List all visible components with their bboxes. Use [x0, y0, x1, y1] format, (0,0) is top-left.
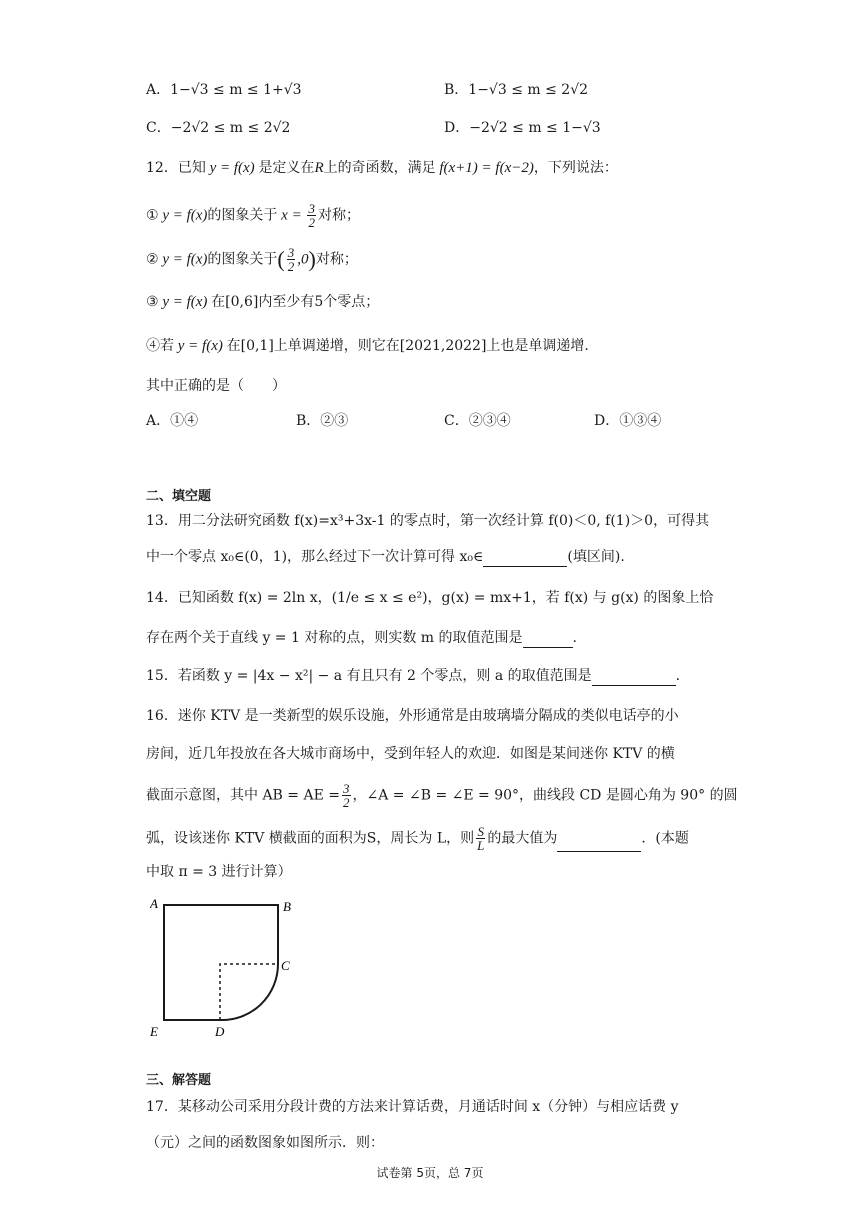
- q12-stem-end: ，下列说法：: [533, 160, 618, 176]
- q14-answer-blank[interactable]: [523, 633, 573, 648]
- q12-statement-4: [146, 336, 589, 356]
- q12-s3-prefix: ③: [146, 294, 159, 310]
- q11-option-b[interactable]: B．1−√3 ≤ m ≤ 2√2: [444, 82, 589, 98]
- q16-answer-blank[interactable]: [557, 837, 641, 852]
- q12-s2-end: 对称；: [315, 251, 358, 268]
- q12-s2-formula: y = f(x): [158, 251, 208, 268]
- q12-r: R: [314, 160, 324, 176]
- q16-line-4a: 弧，设该迷你 KTV 横截面的面积为S，周长为 L，则: [146, 830, 475, 847]
- q12-formula-y: y = f(x): [205, 160, 259, 176]
- q14-line-1: 14．已知函数 f(x) = 2ln x，(1/e ≤ x ≤ e²)，g(x) = mx+1，若 f(x) 与 g(x) 的图象上恰: [146, 590, 714, 606]
- q15-answer-blank[interactable]: [592, 671, 676, 686]
- q15-line: [146, 666, 680, 686]
- q11-option-a[interactable]: A．1−√3 ≤ m ≤ 1+√3: [146, 82, 302, 98]
- q16-line-2: 房间，近几年投放在各大城市商场中，受到年轻人的欢迎．如图是某间迷你 KTV 的横: [146, 746, 675, 762]
- q12-question: 其中正确的是（ ）: [146, 378, 286, 394]
- q12-statement-3: [146, 292, 379, 312]
- q11-option-d[interactable]: D．−2√2 ≤ m ≤ 1−√3: [444, 120, 601, 136]
- q12-option-b[interactable]: B．②③: [296, 413, 349, 429]
- label-e: E: [150, 1024, 158, 1039]
- q16-line-3b: ，∠A = ∠B = ∠E = 90°，曲线段 CD 是圆心角为 90° 的圆: [352, 787, 738, 804]
- q13-line-2a: 中一个零点 x₀∈(0，1)，那么经过下一次计算可得 x₀∈: [146, 549, 484, 565]
- q12-s2-fraction: $\frac{3}{2}$: [287, 245, 295, 274]
- q12-option-d[interactable]: D．①③④: [594, 413, 662, 429]
- q17-line-2: （元）之间的函数图象如图所示．则：: [146, 1135, 384, 1151]
- label-c: C: [281, 958, 290, 973]
- page-footer: 试卷第 5页，总 7页: [376, 1166, 484, 1180]
- q13-answer-blank[interactable]: [483, 552, 567, 567]
- q12-statement-2: [146, 246, 358, 273]
- q16-line-1: 16．迷你 KTV 是一类新型的娱乐设施，外形通常是由玻璃墙分隔成的类似电话亭的小: [146, 708, 679, 724]
- q17-line-1: 17．某移动公司采用分段计费的方法来计算话费，月通话时间 x（分钟）与相应话费 y: [146, 1099, 679, 1115]
- q16-line-5: 中取 π = 3 进行计算）: [146, 864, 292, 880]
- q16-line-4c: ．(本题: [641, 830, 689, 847]
- q16-line-3: [146, 782, 738, 809]
- q12-stem: [146, 158, 618, 178]
- q12-s2-prefix: ②: [146, 251, 159, 268]
- label-a: A: [150, 896, 158, 911]
- q14-line-2b: .: [572, 630, 577, 646]
- q12-statement-1: [146, 202, 360, 229]
- q12-stem-after-r: 上的奇函数，满足: [323, 160, 436, 176]
- q15-line-b: .: [675, 668, 681, 684]
- q12-s1-formula: y = f(x): [158, 207, 208, 224]
- q16-line-4b: 的最大值为: [487, 830, 558, 847]
- label-b: B: [283, 899, 291, 914]
- q14-line-2: [146, 628, 577, 648]
- q12-s2-paren-close: ): [308, 246, 316, 272]
- q16-line-4: [146, 825, 689, 852]
- q12-s2-zero: ,0: [297, 251, 309, 268]
- q12-s1-end: 对称；: [317, 207, 360, 224]
- q16-fraction-s-l: $\frac{S}{L}$: [477, 824, 485, 853]
- q13-line-2b: (填区间).: [567, 549, 625, 565]
- q16-fraction-3-2: $\frac{3}{2}$: [343, 781, 350, 810]
- q16-line-3a: 截面示意图，其中 AB = AE =: [146, 787, 340, 804]
- section-fill-in-heading: 二、填空题: [146, 489, 212, 504]
- q13-line-2: [146, 547, 625, 567]
- q12-s2-mid: 的图象关于: [207, 251, 278, 268]
- section-answer-heading: 三、解答题: [146, 1073, 212, 1088]
- q11-option-c[interactable]: C．−2√2 ≤ m ≤ 2√2: [146, 120, 291, 136]
- ktv-cross-section-figure: [150, 890, 300, 1040]
- q14-line-2a: 存在两个关于直线 y = 1 对称的点，则实数 m 的取值范围是: [146, 630, 523, 646]
- q12-s4-mid: 在[0,1]上单调递增，则它在[2021,2022]上也是单调递增.: [226, 338, 589, 354]
- q12-formula-periodic: f(x+1) = f(x−2): [435, 160, 534, 176]
- label-d: D: [215, 1024, 225, 1039]
- q12-s4-formula: y = f(x): [174, 338, 227, 354]
- q13-line-1: 13．用二分法研究函数 f(x)=x³+3x-1 的零点时，第一次经计算 f(0)＜0, f(1)＞0，可得其: [146, 513, 710, 529]
- q12-s1-x: x =: [277, 207, 306, 224]
- q12-s4-prefix: ④若: [146, 338, 174, 354]
- q12-s1-prefix: ①: [146, 207, 159, 224]
- q15-line-a: 15．若函数 y = |4x − x²| − a 有且只有 2 个零点，则 a 的取值范围是: [146, 668, 592, 684]
- ktv-outline: [164, 905, 278, 1020]
- q12-s3-formula: y = f(x): [158, 294, 212, 310]
- q12-s3-mid: 在[0,6]内至少有5个零点；: [211, 294, 380, 310]
- q12-stem-prefix: 12．已知: [146, 160, 206, 176]
- ktv-dashed-radius: [220, 964, 278, 1020]
- q12-stem-mid: 是定义在: [258, 160, 315, 176]
- q12-s2-paren-open: (: [277, 246, 285, 272]
- q12-option-a[interactable]: A．①④: [146, 413, 199, 429]
- q12-s1-mid: 的图象关于: [207, 207, 278, 224]
- q12-option-c[interactable]: C．②③④: [444, 413, 511, 429]
- q12-s1-fraction: $\frac{3}{2}$: [308, 201, 315, 230]
